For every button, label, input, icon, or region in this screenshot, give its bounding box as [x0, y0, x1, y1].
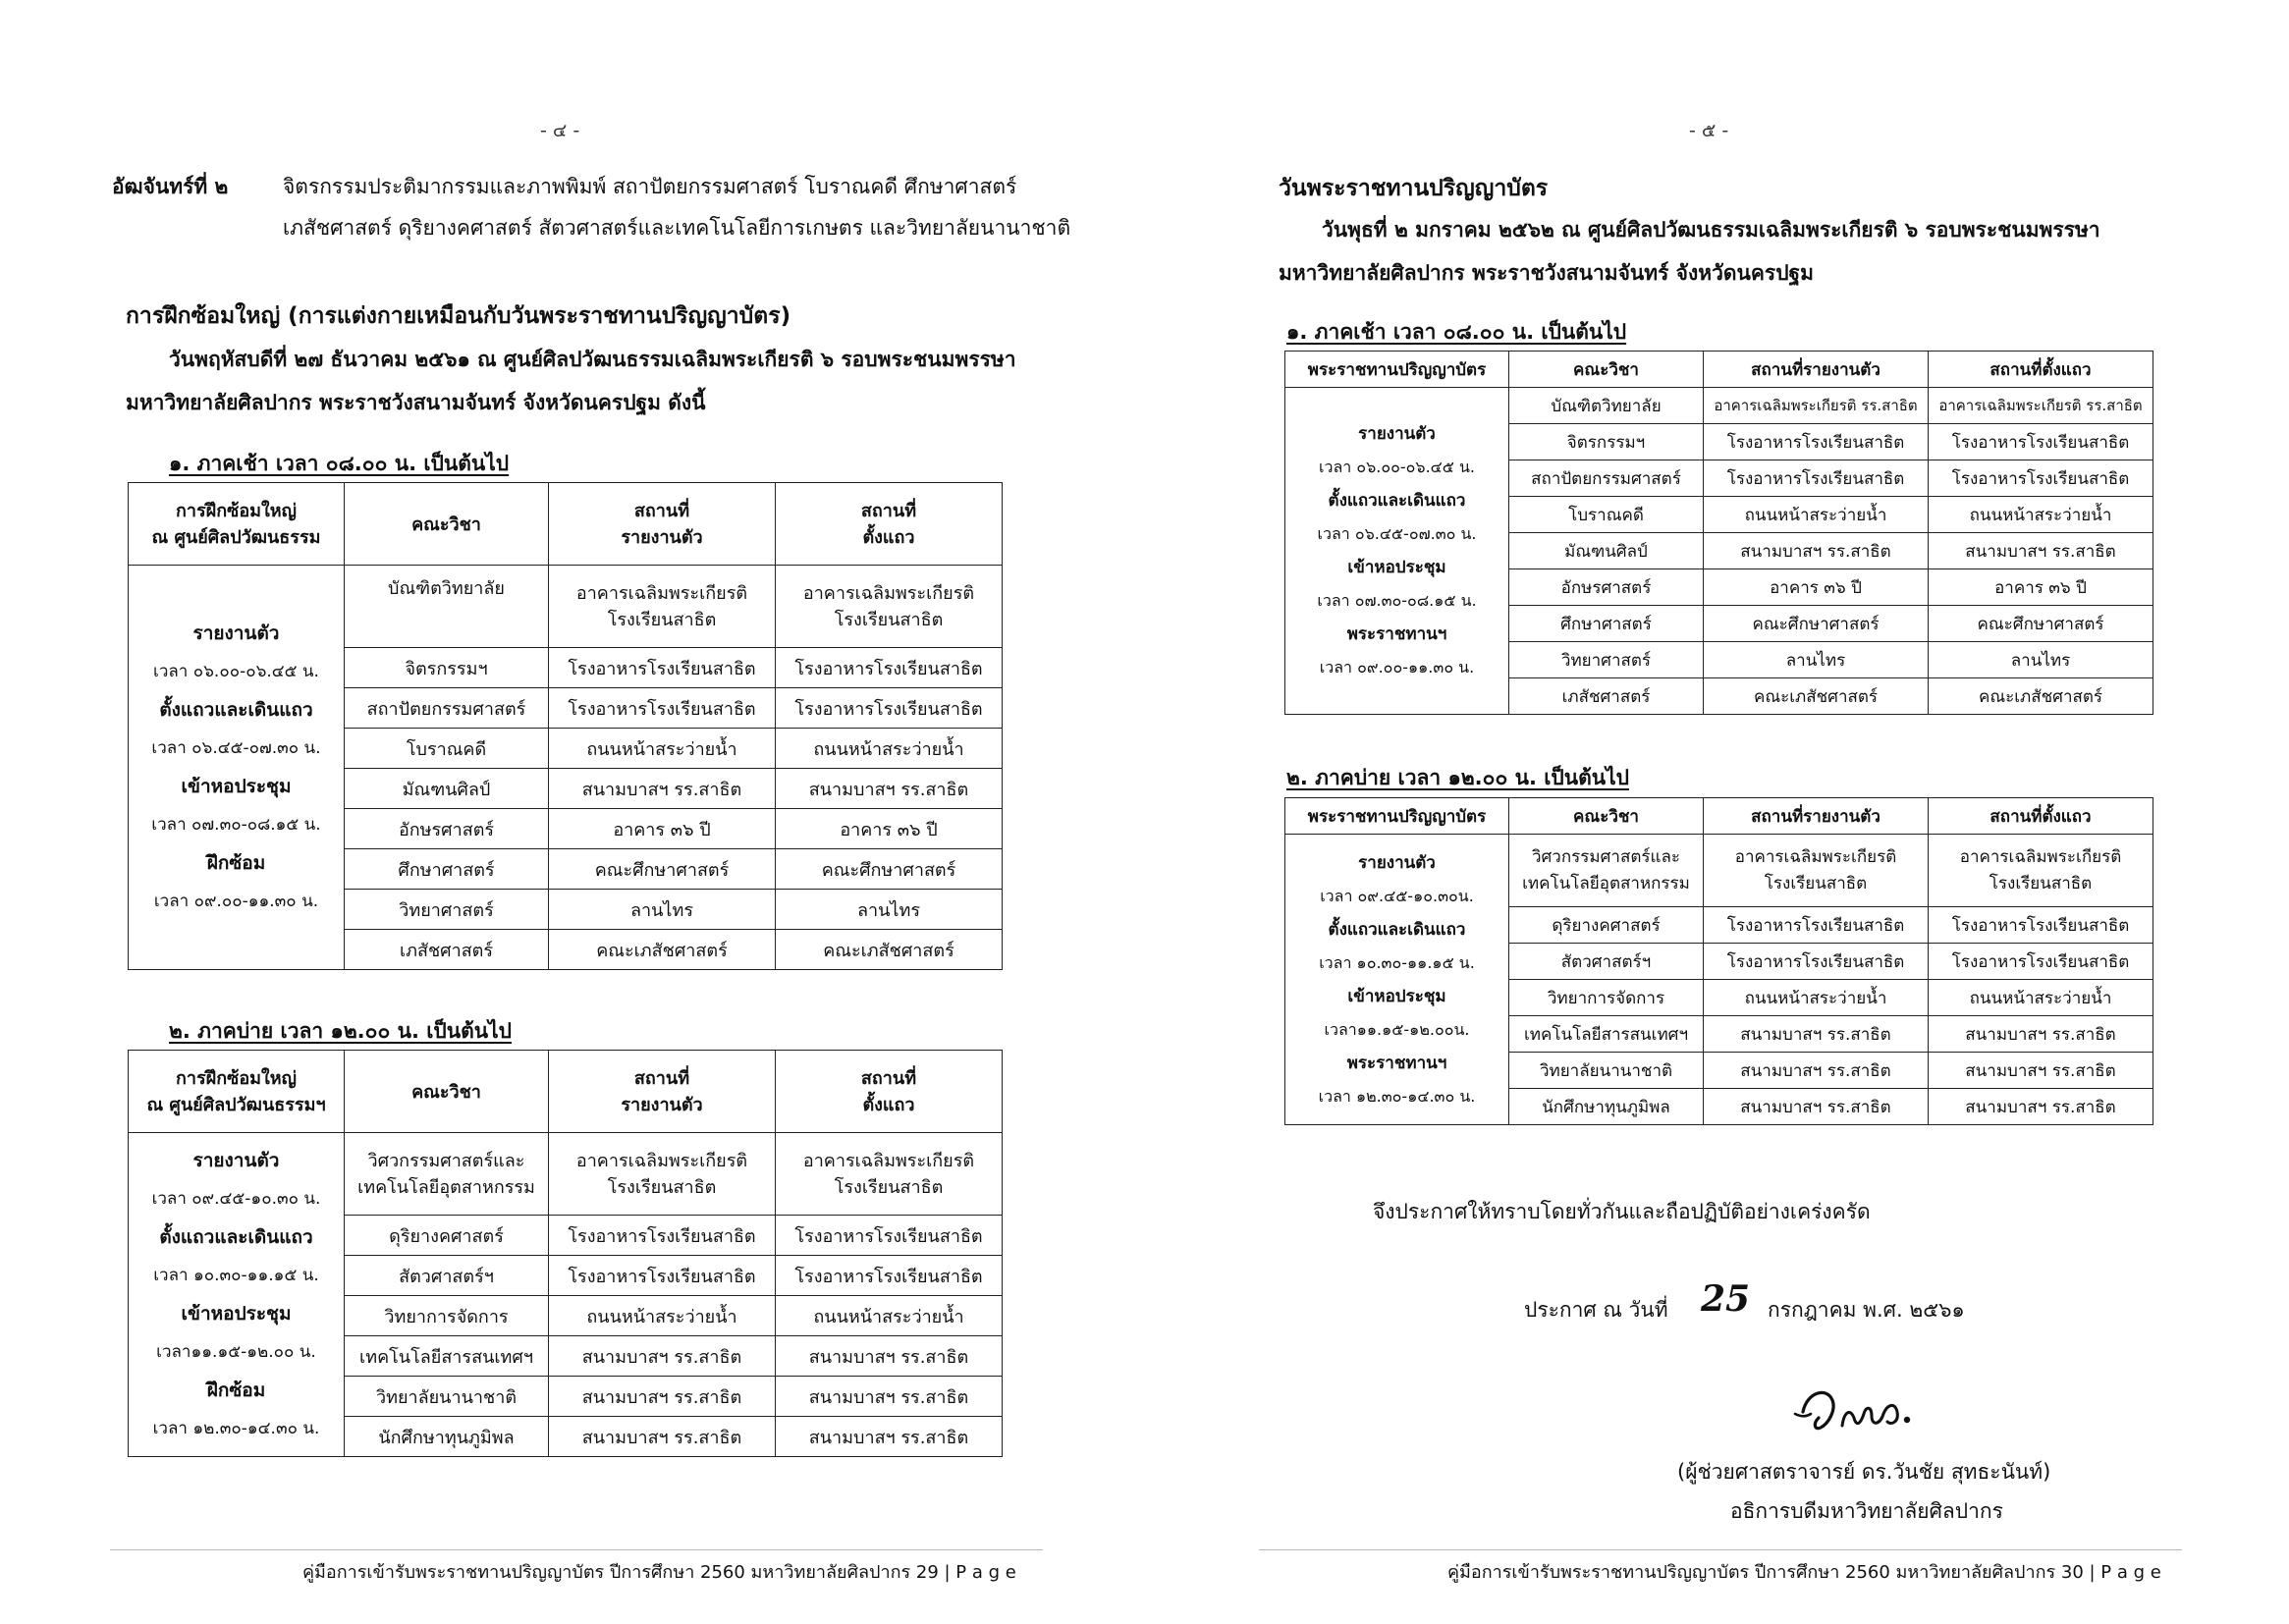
faculty-cell: มัณฑนศิลป์	[345, 769, 549, 809]
report-place-cell: โรงอาหารโรงเรียนสาธิต	[1704, 944, 1929, 980]
page-number: - ๕ -	[1689, 120, 1729, 141]
report-place-cell: สนามบาสฯ รร.สาธิต	[549, 1377, 776, 1417]
report-place-cell: สนามบาสฯ รร.สาธิต	[1704, 1053, 1929, 1089]
lineup-place-cell: โรงอาหารโรงเรียนสาธิต	[1929, 424, 2153, 460]
lineup-place-cell: อาคารเฉลิมพระเกียรติ โรงเรียนสาธิต	[1929, 835, 2153, 907]
morning-ceremony-table	[1284, 351, 2153, 715]
report-place-cell: ถนนหน้าสระว่ายน้ำ	[1704, 980, 1929, 1016]
header-faculty: คณะวิชา	[345, 483, 549, 566]
section-title: วันพระราชทานปริญญาบัตร	[1279, 176, 1549, 201]
report-place-cell: อาคาร ๓๖ ปี	[549, 809, 776, 849]
lineup-place-cell: ถนนหน้าสระว่ายน้ำ	[776, 729, 1003, 769]
schedule-cell: รายงานตัว เวลา ๐๖.๐๐-๐๖.๔๕ น. ตั้งแถวและเดินแถว เวลา ๐๖.๔๕-๐๗.๓๐ น. เข้าหอประชุม เวลา ๐๗.๓๐-๐๘.๑๕ น. ฝึกซ้อม เวลา ๐๙.๐๐-๑๑.๓๐ น.	[129, 566, 345, 970]
report-place-cell: ถนนหน้าสระว่ายน้ำ	[549, 729, 776, 769]
faculty-cell: ดุริยางคศาสตร์	[345, 1216, 549, 1256]
report-place-cell: คณะเภสัชศาสตร์	[549, 930, 776, 970]
faculty-cell: ดุริยางคศาสตร์	[1509, 907, 1704, 944]
faculty-cell: อักษรศาสตร์	[1509, 569, 1704, 606]
lineup-place-cell: โรงอาหารโรงเรียนสาธิต	[776, 648, 1003, 688]
lineup-place-cell: อาคาร ๓๖ ปี	[776, 809, 1003, 849]
signature-image	[1785, 1375, 1933, 1443]
faculty-cell: วิศวกรรมศาสตร์และ เทคโนโลยีอุตสาหกรรม	[345, 1133, 549, 1216]
lineup-place-cell: โรงอาหารโรงเรียนสาธิต	[1929, 460, 2153, 497]
report-place-cell: คณะศึกษาศาสตร์	[1704, 606, 1929, 642]
header-ceremony: พระราชทานปริญญาบัตร	[1285, 352, 1509, 388]
table-row	[129, 1133, 1003, 1216]
left-page	[0, 0, 1144, 1624]
faculty-cell: วิทยาการจัดการ	[345, 1296, 549, 1336]
report-place-cell: โรงอาหารโรงเรียนสาธิต	[549, 1256, 776, 1296]
stand-faculties-line1: จิตรกรรมประติมากรรมและภาพพิมพ์ สถาปัตยกรรมศาสตร์ โบราณคดี ศึกษาศาสตร์	[283, 175, 1017, 198]
morning-heading: ๑. ภาคเช้า เวลา ๐๘.๐๐ น. เป็นต้นไป	[1286, 320, 1627, 344]
header-report-place: สถานที่รายงานตัว	[1704, 352, 1929, 388]
section-title: การฝึกซ้อมใหญ่ (การแต่งกายเหมือนกับวันพระราชทานปริญญาบัตร)	[126, 303, 791, 329]
table-row	[129, 566, 1003, 648]
morning-heading: ๑. ภาคเช้า เวลา ๐๘.๐๐ น. เป็นต้นไป	[169, 452, 510, 475]
faculty-cell: มัณฑนศิลป์	[1509, 533, 1704, 569]
report-place-cell: สนามบาสฯ รร.สาธิต	[1704, 1016, 1929, 1053]
header-faculty: คณะวิชา	[1509, 798, 1704, 835]
report-place-cell: โรงอาหารโรงเรียนสาธิต	[1704, 907, 1929, 944]
faculty-cell: วิศวกรรมศาสตร์และ เทคโนโลยีอุตสาหกรรม	[1509, 835, 1704, 907]
header-lineup-place: สถานที่ ตั้งแถว	[776, 483, 1003, 566]
faculty-cell: สถาปัตยกรรมศาสตร์	[345, 688, 549, 729]
faculty-cell: อักษรศาสตร์	[345, 809, 549, 849]
report-place-cell: โรงอาหารโรงเรียนสาธิต	[1704, 460, 1929, 497]
lineup-place-cell: อาคารเฉลิมพระเกียรติ โรงเรียนสาธิต	[776, 1133, 1003, 1216]
afternoon-heading: ๒. ภาคบ่าย เวลา ๑๒.๐๐ น. เป็นต้นไป	[1286, 766, 1629, 789]
stand-faculties-line2: เภสัชศาสตร์ ดุริยางคศาสตร์ สัตวศาสตร์และเทคโนโลยีการเกษตร และวิทยาลัยนานาชาติ	[283, 216, 1071, 240]
faculty-cell: วิทยาลัยนานาชาติ	[345, 1377, 549, 1417]
faculty-cell: จิตรกรรมฯ	[1509, 424, 1704, 460]
header-report-place: สถานที่ รายงานตัว	[549, 483, 776, 566]
paragraph-line2: มหาวิทยาลัยศิลปากร พระราชวังสนามจันทร์ จังหวัดนครปฐม	[1279, 261, 1814, 285]
faculty-cell: โบราณคดี	[1509, 497, 1704, 533]
afternoon-ceremony-table	[1284, 797, 2153, 1125]
page-footer: คู่มือการเข้ารับพระราชทานปริญญาบัตร ปีการศึกษา 2560 มหาวิทยาลัยศิลปากร 30 | P a g e	[1447, 1562, 2161, 1583]
faculty-cell: จิตรกรรมฯ	[345, 648, 549, 688]
lineup-place-cell: สนามบาสฯ รร.สาธิต	[776, 1336, 1003, 1377]
paragraph-line1: วันพุธที่ ๒ มกราคม ๒๕๖๒ ณ ศูนย์ศิลปวัฒนธรรมเฉลิมพระเกียรติ ๖ รอบพระชนมพรรษา	[1322, 218, 2100, 242]
table-header-row	[129, 483, 1003, 566]
header-ceremony: พระราชทานปริญญาบัตร	[1285, 798, 1509, 835]
report-place-cell: ถนนหน้าสระว่ายน้ำ	[1704, 497, 1929, 533]
signatory-title: อธิการบดีมหาวิทยาลัยศิลปากร	[1730, 1499, 2003, 1523]
lineup-place-cell: คณะเภสัชศาสตร์	[1929, 678, 2153, 715]
lineup-place-cell: คณะศึกษาศาสตร์	[776, 849, 1003, 890]
faculty-cell: วิทยาศาสตร์	[1509, 642, 1704, 678]
table-header-row	[1285, 352, 2153, 388]
faculty-cell: นักศึกษาทุนภูมิพล	[345, 1417, 549, 1457]
faculty-cell: โบราณคดี	[345, 729, 549, 769]
lineup-place-cell: โรงอาหารโรงเรียนสาธิต	[776, 1216, 1003, 1256]
lineup-place-cell: สนามบาสฯ รร.สาธิต	[1929, 1016, 2153, 1053]
lineup-place-cell: คณะศึกษาศาสตร์	[1929, 606, 2153, 642]
morning-rehearsal-table	[128, 482, 1003, 970]
schedule-cell: รายงานตัว เวลา ๐๙.๔๕-๑๐.๓๐ น. ตั้งแถวและเดินแถว เวลา ๑๐.๓๐-๑๑.๑๕ น. เข้าหอประชุม เวลา๑๑.๑๕-๑๒.๐๐ น. ฝึกซ้อม เวลา ๑๒.๓๐-๑๔.๓๐ น.	[129, 1133, 345, 1457]
signatory-name: (ผู้ช่วยศาสตราจารย์ ดร.วันชัย สุทธะนันท์)	[1677, 1460, 2051, 1484]
faculty-cell: ศึกษาศาสตร์	[1509, 606, 1704, 642]
lineup-place-cell: สนามบาสฯ รร.สาธิต	[776, 1417, 1003, 1457]
faculty-cell: ศึกษาศาสตร์	[345, 849, 549, 890]
faculty-cell: บัณฑิตวิทยาลัย	[345, 566, 549, 648]
table-header-row	[1285, 798, 2153, 835]
faculty-cell: เทคโนโลยีสารสนเทศฯ	[345, 1336, 549, 1377]
lineup-place-cell: คณะเภสัชศาสตร์	[776, 930, 1003, 970]
page-footer: คู่มือการเข้ารับพระราชทานปริญญาบัตร ปีการศึกษา 2560 มหาวิทยาลัยศิลปากร 29 | P a g e	[302, 1562, 1016, 1583]
header-lineup-place: สถานที่ ตั้งแถว	[776, 1051, 1003, 1133]
faculty-cell: สัตวศาสตร์ฯ	[1509, 944, 1704, 980]
lineup-place-cell: โรงอาหารโรงเรียนสาธิต	[1929, 944, 2153, 980]
report-place-cell: อาคารเฉลิมพระเกียรติ โรงเรียนสาธิต	[549, 1133, 776, 1216]
faculty-cell: สัตวศาสตร์ฯ	[345, 1256, 549, 1296]
report-place-cell: ลานไทร	[549, 890, 776, 930]
lineup-place-cell: ถนนหน้าสระว่ายน้ำ	[776, 1296, 1003, 1336]
lineup-place-cell: อาคารเฉลิมพระเกียรติ รร.สาธิต	[1929, 388, 2153, 424]
lineup-place-cell: สนามบาสฯ รร.สาธิต	[1929, 533, 2153, 569]
header-report-place: สถานที่ รายงานตัว	[549, 1051, 776, 1133]
report-place-cell: อาคาร ๓๖ ปี	[1704, 569, 1929, 606]
header-lineup-place: สถานที่ตั้งแถว	[1929, 798, 2153, 835]
report-place-cell: โรงอาหารโรงเรียนสาธิต	[549, 688, 776, 729]
faculty-cell: วิทยาศาสตร์	[345, 890, 549, 930]
announcement-date-day: 25	[1701, 1278, 1751, 1320]
lineup-place-cell: โรงอาหารโรงเรียนสาธิต	[776, 688, 1003, 729]
report-place-cell: ถนนหน้าสระว่ายน้ำ	[549, 1296, 776, 1336]
faculty-cell: สถาปัตยกรรมศาสตร์	[1509, 460, 1704, 497]
faculty-cell: นักศึกษาทุนภูมิพล	[1509, 1089, 1704, 1125]
report-place-cell: โรงอาหารโรงเรียนสาธิต	[549, 648, 776, 688]
announcement-text: จึงประกาศให้ทราบโดยทั่วกันและถือปฏิบัติอย่างเคร่งครัด	[1373, 1200, 1871, 1223]
right-page	[1145, 0, 2289, 1624]
announcement-date-suffix: กรกฎาคม พ.ศ. ๒๕๖๑	[1768, 1298, 1965, 1322]
report-place-cell: อาคารเฉลิมพระเกียรติ โรงเรียนสาธิต	[549, 566, 776, 648]
faculty-cell: เภสัชศาสตร์	[1509, 678, 1704, 715]
paragraph-line2: มหาวิทยาลัยศิลปากร พระราชวังสนามจันทร์ จังหวัดนครปฐม ดังนี้	[126, 391, 706, 414]
lineup-place-cell: ถนนหน้าสระว่ายน้ำ	[1929, 497, 2153, 533]
lineup-place-cell: ถนนหน้าสระว่ายน้ำ	[1929, 980, 2153, 1016]
lineup-place-cell: สนามบาสฯ รร.สาธิต	[1929, 1089, 2153, 1125]
header-lineup-place: สถานที่ตั้งแถว	[1929, 352, 2153, 388]
report-place-cell: อาคารเฉลิมพระเกียรติ โรงเรียนสาธิต	[1704, 835, 1929, 907]
schedule-cell: รายงานตัว เวลา ๐๖.๐๐-๐๖.๔๕ น. ตั้งแถวและเดินแถว เวลา ๐๖.๔๕-๐๗.๓๐ น. เข้าหอประชุม เวลา ๐๗.๓๐-๐๘.๑๕ น. พระราชทานฯ เวลา ๐๙.๐๐-๑๑.๓๐ น.	[1285, 388, 1509, 715]
lineup-place-cell: อาคารเฉลิมพระเกียรติ โรงเรียนสาธิต	[776, 566, 1003, 648]
header-faculty: คณะวิชา	[1509, 352, 1704, 388]
report-place-cell: สนามบาสฯ รร.สาธิต	[1704, 1089, 1929, 1125]
schedule-cell: รายงานตัว เวลา ๐๙.๔๕-๑๐.๓๐น. ตั้งแถวและเดินแถว เวลา ๑๐.๓๐-๑๑.๑๕ น. เข้าหอประชุม เวลา๑๑.๑๕-๑๒.๐๐น. พระราชทานฯ เวลา ๑๒.๓๐-๑๔.๓๐ น.	[1285, 835, 1509, 1125]
stand-label: อัฒจันทร์ที่ ๒	[112, 175, 229, 198]
report-place-cell: คณะเภสัชศาสตร์	[1704, 678, 1929, 715]
header-rehearsal: การฝึกซ้อมใหญ่ ณ ศูนย์ศิลปวัฒนธรรม	[129, 483, 345, 566]
paragraph-line1: วันพฤหัสบดีที่ ๒๗ ธันวาคม ๒๕๖๑ ณ ศูนย์ศิลปวัฒนธรรมเฉลิมพระเกียรติ ๖ รอบพระชนมพรรษา	[169, 348, 1016, 371]
afternoon-rehearsal-table	[128, 1050, 1003, 1457]
footer-divider	[110, 1549, 1043, 1550]
table-row	[1285, 388, 2153, 424]
faculty-cell: บัณฑิตวิทยาลัย	[1509, 388, 1704, 424]
report-place-cell: โรงอาหารโรงเรียนสาธิต	[1704, 424, 1929, 460]
page-number: - ๔ -	[540, 120, 580, 141]
table-header-row	[129, 1051, 1003, 1133]
faculty-cell: วิทยาลัยนานาชาติ	[1509, 1053, 1704, 1089]
faculty-cell: เภสัชศาสตร์	[345, 930, 549, 970]
header-faculty: คณะวิชา	[345, 1051, 549, 1133]
header-report-place: สถานที่รายงานตัว	[1704, 798, 1929, 835]
lineup-place-cell: อาคาร ๓๖ ปี	[1929, 569, 2153, 606]
report-place-cell: สนามบาสฯ รร.สาธิต	[549, 769, 776, 809]
footer-divider	[1259, 1549, 2182, 1550]
faculty-cell: เทคโนโลยีสารสนเทศฯ	[1509, 1016, 1704, 1053]
report-place-cell: ลานไทร	[1704, 642, 1929, 678]
report-place-cell: คณะศึกษาศาสตร์	[549, 849, 776, 890]
faculty-cell: วิทยาการจัดการ	[1509, 980, 1704, 1016]
header-rehearsal: การฝึกซ้อมใหญ่ ณ ศูนย์ศิลปวัฒนธรรมฯ	[129, 1051, 345, 1133]
report-place-cell: สนามบาสฯ รร.สาธิต	[1704, 533, 1929, 569]
report-place-cell: สนามบาสฯ รร.สาธิต	[549, 1336, 776, 1377]
report-place-cell: สนามบาสฯ รร.สาธิต	[549, 1417, 776, 1457]
lineup-place-cell: สนามบาสฯ รร.สาธิต	[776, 769, 1003, 809]
afternoon-heading: ๒. ภาคบ่าย เวลา ๑๒.๐๐ น. เป็นต้นไป	[169, 1019, 512, 1043]
lineup-place-cell: ลานไทร	[776, 890, 1003, 930]
lineup-place-cell: โรงอาหารโรงเรียนสาธิต	[1929, 907, 2153, 944]
report-place-cell: โรงอาหารโรงเรียนสาธิต	[549, 1216, 776, 1256]
lineup-place-cell: สนามบาสฯ รร.สาธิต	[1929, 1053, 2153, 1089]
announcement-date-prefix: ประกาศ ณ วันที่	[1524, 1298, 1668, 1322]
lineup-place-cell: สนามบาสฯ รร.สาธิต	[776, 1377, 1003, 1417]
lineup-place-cell: โรงอาหารโรงเรียนสาธิต	[776, 1256, 1003, 1296]
lineup-place-cell: ลานไทร	[1929, 642, 2153, 678]
report-place-cell: อาคารเฉลิมพระเกียรติ รร.สาธิต	[1704, 388, 1929, 424]
table-row	[1285, 835, 2153, 907]
